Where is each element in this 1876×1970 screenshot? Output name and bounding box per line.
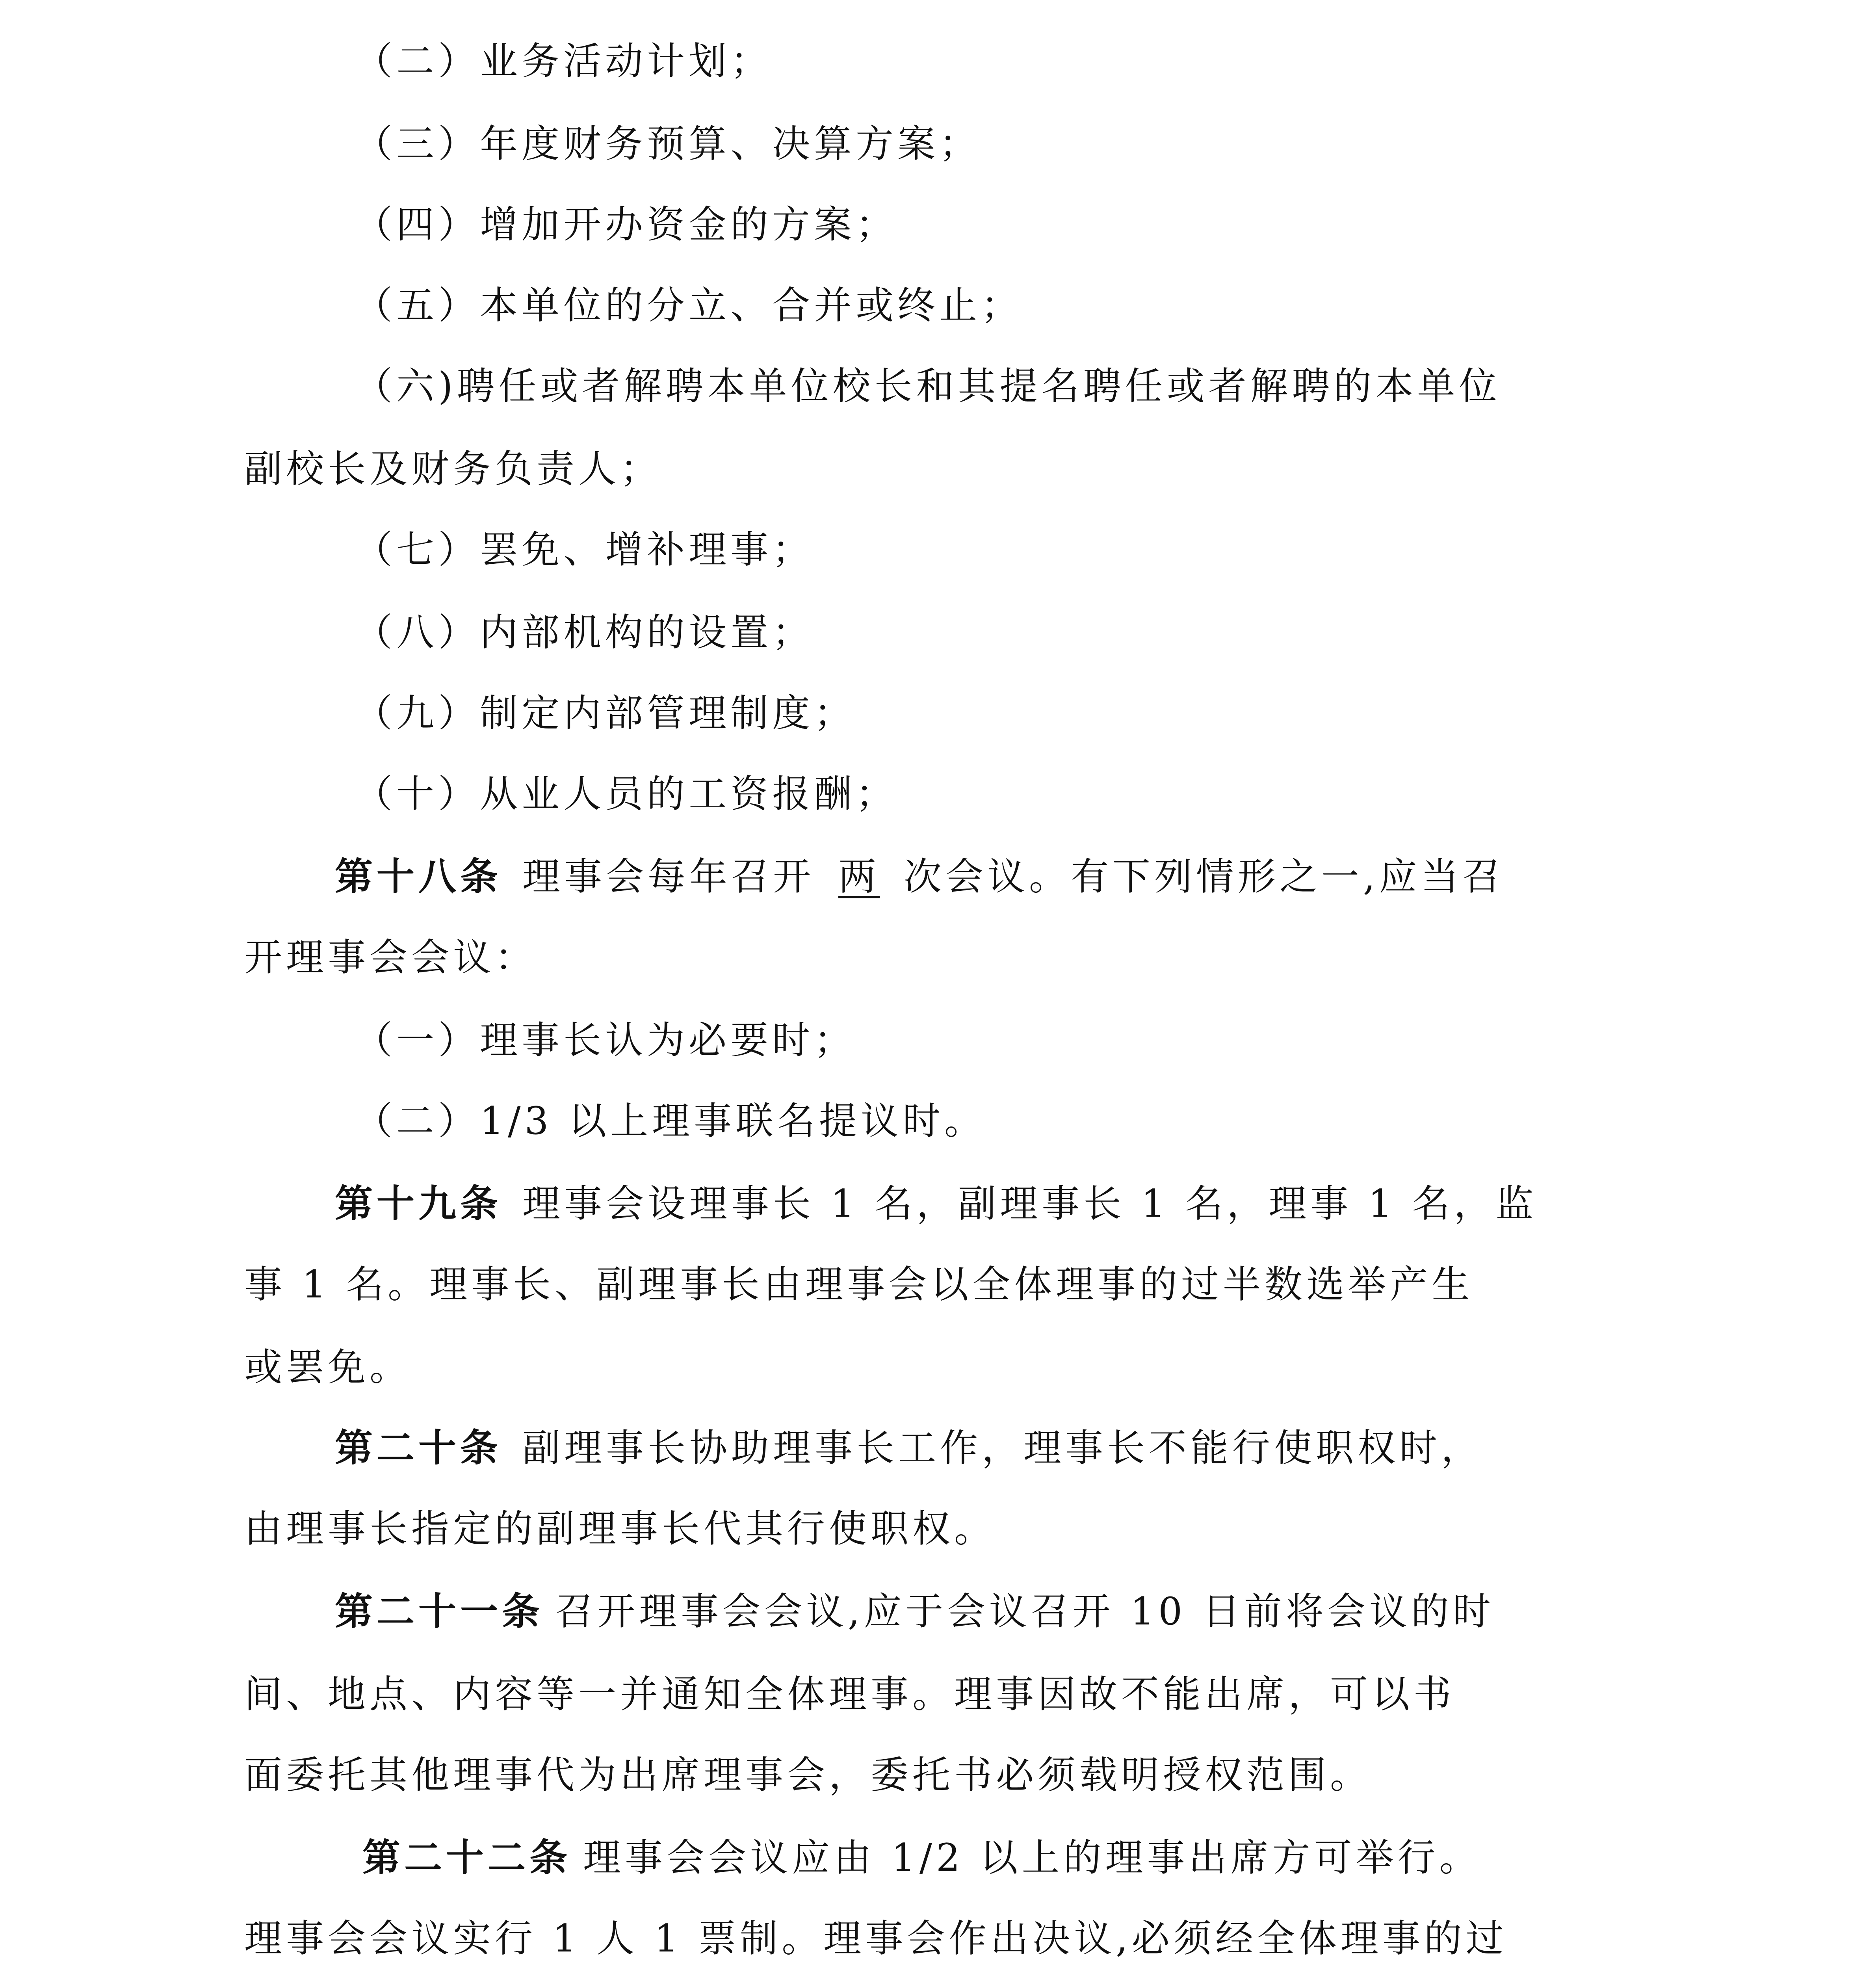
- list-item: （三）年度财务预算、决算方案；: [355, 122, 981, 166]
- list-item: （二）业务活动计划；: [355, 39, 772, 83]
- article-21-title: 第二十一条: [335, 1589, 544, 1634]
- article-20: [335, 1422, 1483, 1474]
- article-19-line-3: 或罢免。: [244, 1345, 411, 1389]
- article-21: [335, 1586, 1495, 1637]
- article-18-times: 两: [838, 855, 880, 899]
- article-21-line-1: 召开理事会会议,应于会议召开 10 日前将会议的时: [555, 1589, 1495, 1634]
- article-20-line-1: 副理事长协助理事长工作，理事长不能行使职权时，: [522, 1426, 1483, 1470]
- article-18-title: 第十八条: [335, 855, 502, 899]
- list-item: （五）本单位的分立、合并或终止；: [355, 283, 1023, 327]
- article-19-title: 第十九条: [335, 1182, 502, 1226]
- article-18-line-2: 开理事会会议：: [244, 935, 537, 979]
- list-item: （一）理事长认为必要时；: [355, 1018, 856, 1062]
- list-item-continuation: 副校长及财务负责人；: [244, 447, 662, 491]
- list-item: （十）从业人员的工资报酬；: [355, 772, 897, 816]
- list-item: （八）内部机构的设置；: [355, 610, 814, 654]
- list-item: （四）增加开办资金的方案；: [355, 203, 897, 247]
- article-18-text-a: 理事会每年召开: [522, 855, 815, 899]
- list-item: （六)聘任或者解聘本单位校长和其提名聘任或者解聘的本单位: [355, 364, 1501, 408]
- article-19-line-1: 理事会设理事长 1 名，副理事长 1 名，理事 1 名，监: [522, 1182, 1538, 1226]
- article-19: [335, 1178, 1537, 1229]
- article-20-title: 第二十条: [335, 1426, 502, 1470]
- list-item: （七）罢免、增补理事；: [355, 528, 814, 572]
- article-21-line-2: 间、地点、内容等一并通知全体理事。理事因故不能出席，可以书: [244, 1672, 1455, 1716]
- article-22-line-1: 理事会会议应由 1/2 以上的理事出席方可举行。: [583, 1836, 1481, 1880]
- list-item: （二）1/3 以上理事联名提议时。: [355, 1099, 986, 1143]
- article-18-text-b: 次会议。有下列情形之一,应当召: [904, 855, 1505, 899]
- article-20-line-2: 由理事长指定的副理事长代其行使职权。: [244, 1507, 996, 1551]
- list-item: （九）制定内部管理制度；: [355, 691, 856, 735]
- article-22-title: 第二十二条: [362, 1836, 571, 1880]
- article-18: [335, 851, 1505, 902]
- article-22-line-2: 理事会会议实行 1 人 1 票制。理事会作出决议,必须经全体理事的过: [244, 1916, 1508, 1961]
- article-21-line-3: 面委托其他理事代为出席理事会，委托书必须载明授权范围。: [244, 1753, 1372, 1797]
- article-22: [362, 1832, 1481, 1883]
- article-19-line-2: 事 1 名。理事长、副理事长由理事会以全体理事的过半数选举产生: [244, 1262, 1474, 1307]
